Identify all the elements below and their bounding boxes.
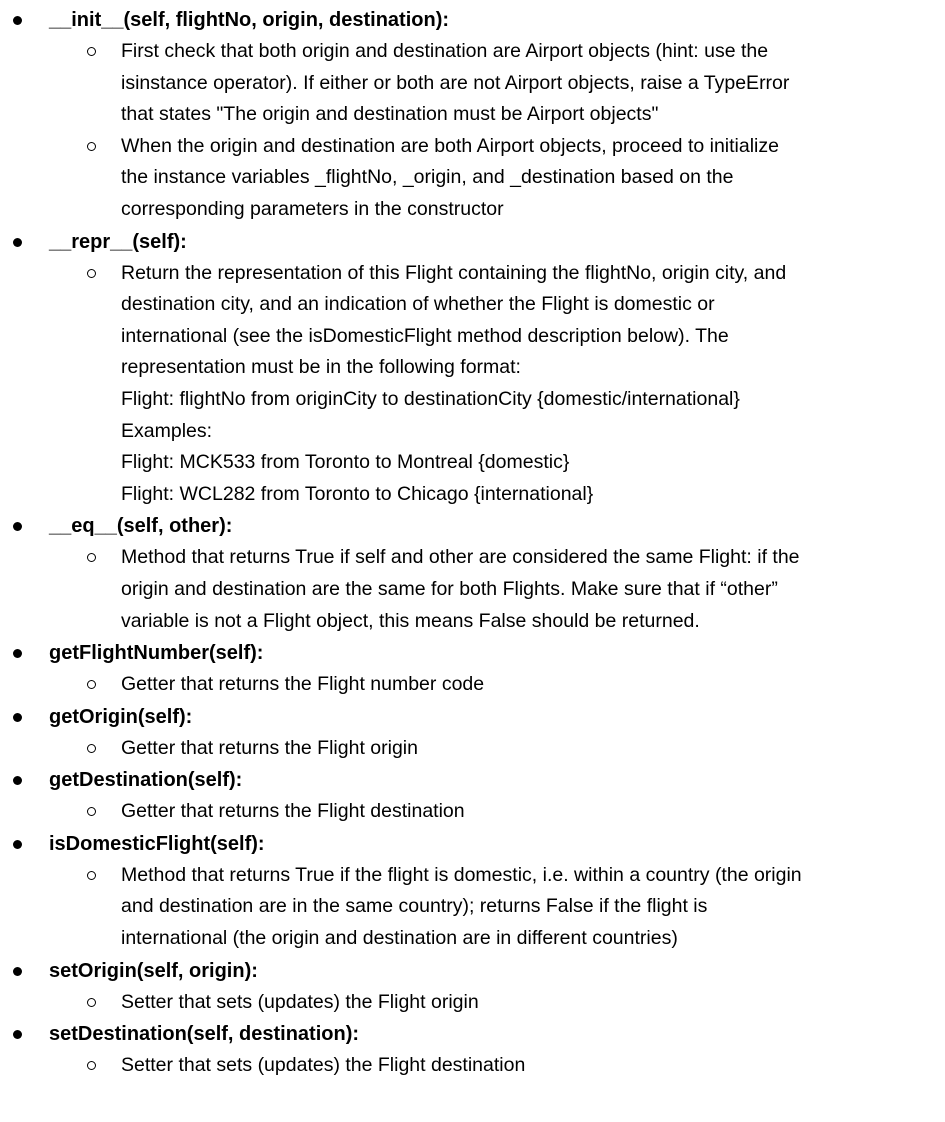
method-description [49,669,945,701]
description-line: First check that both origin and destination are Airport objects (hint: use the [121,40,769,62]
description-line: representation must be in the following format: [121,356,521,379]
method-item [0,4,945,226]
bullet-icon [13,1030,22,1039]
description-line: international (the origin and destination are in different countries) [121,927,678,950]
description-line: destination city, and an indication of whether the Flight is domestic or [121,293,715,316]
hollow-bullet-icon [87,142,96,151]
method-description [49,36,945,131]
method-description [49,987,945,1019]
description-line: Setter that sets (updates) the Flight destination [121,1054,526,1077]
description-line: and destination are in the same country); returns False if the flight is [121,895,708,918]
hollow-bullet-icon [87,871,96,880]
hollow-bullet-icon [87,1061,96,1070]
description-line: Flight: MCK533 from Toronto to Montreal {domestic} [121,451,570,474]
hollow-bullet-icon [87,680,96,689]
description-line: variable is not a Flight object, this means False should be returned. [121,609,700,632]
method-signature: __repr__(self): [49,230,187,253]
hollow-bullet-icon [87,47,96,56]
method-signature: __init__(self, flightNo, origin, destination): [49,9,450,31]
bullet-icon [13,522,22,531]
method-item [0,955,945,1019]
hollow-bullet-icon [87,998,96,1007]
hollow-bullet-icon [87,553,96,562]
description-line: Getter that returns the Flight number code [121,673,485,696]
method-signature: __eq__(self, other): [49,515,233,538]
method-signature: setOrigin(self, origin): [49,959,258,982]
description-line: international (see the isDomesticFlight method description below). The [121,324,729,347]
method-item [0,764,945,828]
description-line: isinstance operator). If either or both are not Airport objects, raise a TypeError [121,71,790,94]
description-line: corresponding parameters in the constructor [121,197,504,220]
description-line: the instance variables _flightNo, _origin, and _destination based on the [121,166,734,189]
bullet-icon [13,238,22,247]
method-description [49,860,945,955]
method-description [49,1050,945,1082]
description-line: Flight: flightNo from originCity to destinationCity {domestic/international} [121,387,740,410]
description-line: Examples: [121,419,213,442]
method-item [0,226,945,511]
hollow-bullet-icon [87,269,96,278]
method-description [49,542,945,637]
method-item [0,637,945,701]
description-line: Method that returns True if the flight is domestic, i.e. within a country (the origin [121,863,802,886]
description-line: Setter that sets (updates) the Flight origin [121,990,479,1013]
description-line: Method that returns True if self and other are considered the same Flight: if the [121,546,800,569]
bullet-icon [13,649,22,658]
method-signature: getFlightNumber(self): [49,642,264,665]
bullet-icon [13,776,22,785]
hollow-bullet-icon [87,744,96,753]
bullet-icon [13,967,22,976]
method-item [0,701,945,765]
method-signature: getOrigin(self): [49,705,193,728]
method-description [49,258,945,511]
method-signature: setDestination(self, destination): [49,1023,360,1046]
hollow-bullet-icon [87,807,96,816]
method-item [0,828,945,955]
method-list [0,4,945,1082]
description-line: that states "The origin and destination must be Airport objects" [121,103,659,126]
bullet-icon [13,840,22,849]
description-line: origin and destination are the same for both Flights. Make sure that if “other” [121,577,778,600]
bullet-icon [13,16,22,25]
description-line: Getter that returns the Flight origin [121,736,418,759]
method-item [0,510,945,637]
method-signature: getDestination(self): [49,769,243,792]
method-item [0,1018,945,1082]
description-line: When the origin and destination are both Airport objects, proceed to initialize [121,134,779,157]
method-description [49,131,945,226]
method-description [49,733,945,765]
description-line: Flight: WCL282 from Toronto to Chicago {international} [121,482,594,505]
description-line: Return the representation of this Flight containing the flightNo, origin city, and [121,261,787,284]
method-description [49,796,945,828]
description-line: Getter that returns the Flight destination [121,800,465,823]
method-signature: isDomesticFlight(self): [49,832,265,855]
bullet-icon [13,713,22,722]
